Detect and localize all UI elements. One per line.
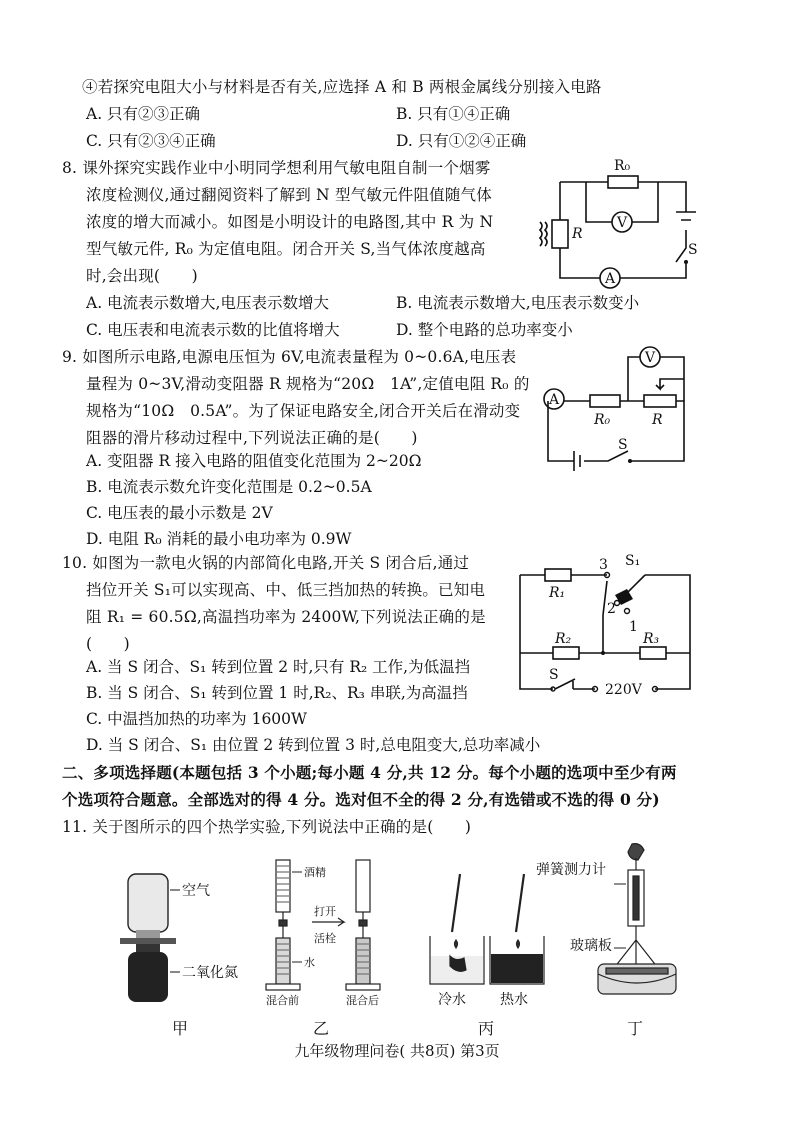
- q11-stem: 11. 关于图所示的四个热学实验,下列说法中正确的是( ): [62, 818, 472, 836]
- page-footer: 九年级物理问卷( 共8页) 第3页: [294, 1042, 500, 1060]
- q8-option-c: C. 电压表和电流表示数的比值将增大: [86, 321, 340, 339]
- q9-voltmeter-label: V: [645, 350, 656, 366]
- q11-yi-after-label: 混合后: [346, 994, 379, 1007]
- q10-voltage-label: 220V: [605, 682, 642, 698]
- q11-yi-water-label: 水: [304, 956, 315, 969]
- q10-r2-label: R₂: [555, 631, 572, 647]
- q9-ammeter-label: A: [549, 392, 560, 408]
- q7-option-b: B. 只有①④正确: [396, 105, 511, 123]
- q9-switch-label: S: [618, 437, 628, 453]
- q8-option-b: B. 电流表示数增大,电压表示数变小: [396, 294, 640, 312]
- q8-voltmeter-label: V: [617, 215, 628, 231]
- q10-option-d: D. 当 S 闭合、S₁ 由位置 2 转到位置 3 时,总电阻变大,总功率减小: [86, 736, 541, 754]
- q9-circuit-diagram: [538, 343, 698, 468]
- q8-line3: 浓度的增大而减小。如图是小明设计的电路图,其中 R 为 N: [86, 213, 494, 231]
- q11-ding-spring-label: 弹簧测力计: [536, 862, 606, 878]
- q11-yi-before-label: 混合前: [266, 994, 299, 1007]
- q9-line2: 量程为 0~3V,滑动变阻器 R 规格为“20Ω 1A”,定值电阻 R₀ 的: [86, 375, 530, 393]
- q10-circuit-diagram: [515, 553, 695, 698]
- q8-r0-label: R₀: [614, 158, 631, 174]
- q10-option-a: A. 当 S 闭合、S₁ 转到位置 2 时,只有 R₂ 工作,为低温挡: [86, 658, 471, 676]
- q7-option-a: A. 只有②③正确: [86, 105, 201, 123]
- q8-circuit-diagram: [538, 150, 698, 285]
- q7-option-d: D. 只有①②④正确: [396, 132, 527, 150]
- q8-line5: 时,会出现( ): [86, 267, 198, 285]
- q9-option-b: B. 电流表示数允许变化范围是 0.2~0.5A: [86, 478, 372, 496]
- q10-line1: 10. 如图为一款电火锅的内部简化电路,开关 S 闭合后,通过: [62, 554, 470, 572]
- q11-figure-ding: [536, 840, 686, 1010]
- q11-figure-bing: [424, 872, 554, 1012]
- q8-line1: 8. 课外探究实践作业中小明同学想利用气敏电阻自制一个烟雾: [62, 159, 491, 177]
- q11-jia-no2-label: 二氧化氮: [182, 965, 238, 981]
- q11-bing-cold-label: 冷水: [438, 992, 466, 1008]
- q9-r0-label: R₀: [594, 412, 611, 428]
- q11-figure-yi: [262, 858, 402, 1008]
- q8-option-a: A. 电流表示数增大,电压表示数增大: [86, 294, 329, 312]
- q10-pos1-label: 1: [629, 619, 638, 635]
- q11-ding-glass-label: 玻璃板: [570, 938, 612, 954]
- q11-yi-alcohol-label: 酒精: [304, 866, 326, 879]
- q10-pos3-label: 3: [599, 557, 608, 573]
- q9-option-d: D. 电阻 R₀ 消耗的最小电功率为 0.9W: [86, 530, 352, 548]
- q8-option-d: D. 整个电路的总功率变小: [396, 321, 573, 339]
- q9-option-a: A. 变阻器 R 接入电路的阻值变化范围为 2~20Ω: [86, 452, 422, 470]
- q9-option-c: C. 电压表的最小示数是 2V: [86, 504, 273, 522]
- q10-r1-label: R₁: [549, 585, 566, 601]
- q10-switch-label: S: [549, 667, 559, 683]
- q10-option-b: B. 当 S 闭合、S₁ 转到位置 1 时,R₂、R₃ 串联,为高温挡: [86, 684, 468, 702]
- q10-option-c: C. 中温挡加热的功率为 1600W: [86, 710, 307, 728]
- q11-bing-caption: 丙: [478, 1019, 495, 1038]
- q8-ammeter-label: A: [605, 271, 616, 287]
- q9-line3: 规格为“10Ω 0.5A”。为了保证电路安全,闭合开关后在滑动变: [86, 402, 521, 420]
- q11-yi-open-label-2: 活栓: [314, 932, 336, 945]
- q10-r3-label: R₃: [643, 631, 660, 647]
- q8-r-label: R: [572, 226, 583, 242]
- q8-line4: 型气敏元件, R₀ 为定值电阻。闭合开关 S,当气体浓度越高: [86, 240, 486, 258]
- q11-yi-caption: 乙: [313, 1019, 330, 1038]
- q9-line4: 阻器的滑片移动过程中,下列说法正确的是( ): [86, 429, 418, 447]
- q11-ding-caption: 丁: [627, 1019, 644, 1038]
- q7-option-c: C. 只有②③④正确: [86, 132, 216, 150]
- q7-item4: ④若探究电阻大小与材料是否有关,应选择 A 和 B 两根金属线分别接入电路: [82, 78, 602, 96]
- section2-heading-line1: 二、多项选择题(本题包括 3 个小题;每小题 4 分,共 12 分。每个小题的选项中至少有两: [62, 763, 677, 782]
- q9-r-label: R: [652, 412, 663, 428]
- q11-jia-caption: 甲: [172, 1019, 189, 1038]
- q11-bing-hot-label: 热水: [500, 992, 528, 1008]
- q11-yi-open-label-1: 打开: [314, 905, 336, 918]
- q11-figure-jia: [118, 872, 258, 1007]
- q8-switch-label: S: [688, 242, 698, 258]
- q11-jia-air-label: 空气: [182, 883, 210, 899]
- q8-line2: 浓度检测仪,通过翻阅资料了解到 N 型气敏元件阻值随气体: [86, 186, 492, 204]
- section2-heading-line2: 个选项符合题意。全部选对的得 4 分。选对但不全的得 2 分,有选错或不选的得 0 分): [62, 790, 660, 809]
- q9-line1: 9. 如图所示电路,电源电压恒为 6V,电流表量程为 0~0.6A,电压表: [62, 348, 517, 366]
- q10-s1-label: S₁: [625, 553, 641, 569]
- q10-line4: ( ): [86, 635, 130, 653]
- q10-pos2-label: 2: [607, 601, 616, 617]
- q10-line2: 挡位开关 S₁可以实现高、中、低三挡加热的转换。已知电: [86, 581, 486, 599]
- q10-line3: 阻 R₁ = 60.5Ω,高温挡功率为 2400W,下列说法正确的是: [86, 608, 486, 626]
